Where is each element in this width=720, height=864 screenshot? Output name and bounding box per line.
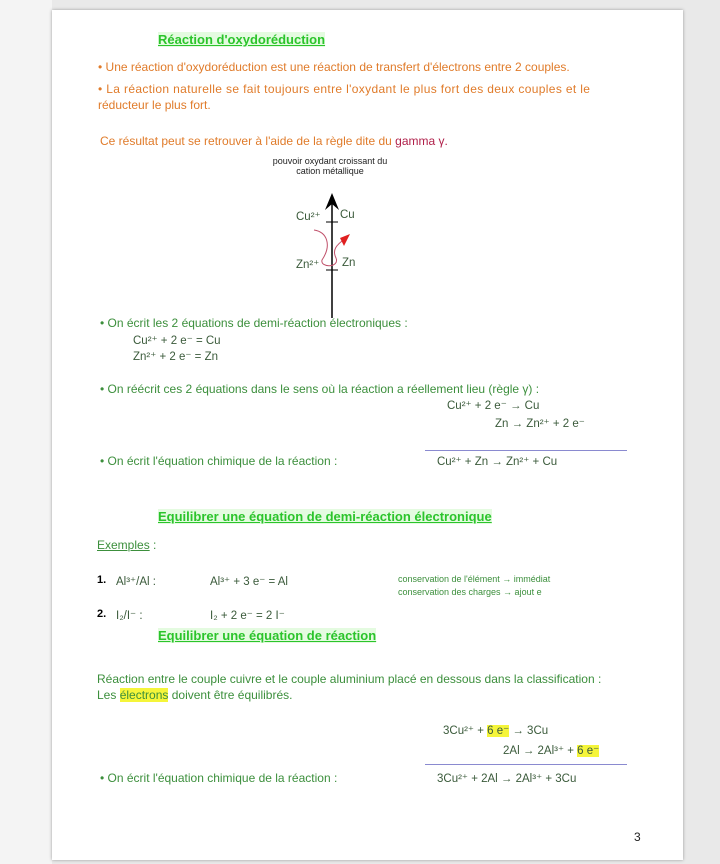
note-charge-conservation: conservation des charges → ajout e xyxy=(398,587,542,597)
bullet-definition: • Une réaction d'oxydoréduction est une réaction de transfert d'électrons entre 2 couples. xyxy=(98,60,570,74)
diagram-cu2plus: Cu²⁺ xyxy=(296,211,321,223)
rewrite-eq-zn: Zn → Zn²⁺ + 2 e⁻ xyxy=(495,418,585,430)
section-title-redox: Réaction d'oxydoréduction xyxy=(158,32,326,47)
sum-line-2 xyxy=(425,764,627,765)
reaction-description: Réaction entre le couple cuivre et le couple aluminium placé en dessous dans la classification : xyxy=(97,672,602,686)
note-element-conservation: conservation de l'élément → immédiat xyxy=(398,574,551,584)
total-equation-cu-al: 3Cu²⁺ + 2Al → 2Al³⁺ + 3Cu xyxy=(437,773,577,785)
total-equation-cu-zn: Cu²⁺ + Zn → Zn²⁺ + Cu xyxy=(437,456,558,468)
document-page xyxy=(52,10,683,860)
electrons-balance-text: Les électrons doivent être équilibrés. xyxy=(97,688,293,702)
example-1-couple: Al³⁺/Al : xyxy=(116,576,156,588)
diagram-axis-label: pouvoir oxydant croissant du xyxy=(272,156,388,166)
viewer-margin xyxy=(0,0,52,864)
half-reaction-intro: • On écrit les 2 équations de demi-réaction électroniques : xyxy=(100,316,408,330)
sum-line xyxy=(425,450,627,451)
diagram-cu: Cu xyxy=(340,209,355,221)
diagram-axis-label-2: cation métallique xyxy=(296,166,364,176)
bullet-natural-reaction-cont: réducteur le plus fort. xyxy=(98,98,211,112)
example-1-equation: Al³⁺ + 3 e⁻ = Al xyxy=(210,576,288,588)
examples-heading: Exemples : xyxy=(97,538,157,552)
bullet-natural-reaction: • La réaction naturelle se fait toujours entre l'oxydant le plus fort des deux couples et le xyxy=(98,82,591,96)
equation-label: • On écrit l'équation chimique de la réaction : xyxy=(100,454,338,468)
section-title-reaction-balance: Equilibrer une équation de réaction xyxy=(158,628,377,643)
equation-label-2: • On écrit l'équation chimique de la réaction : xyxy=(100,771,338,785)
page-number: 3 xyxy=(634,830,641,844)
al-eq-al: 2Al → 2Al³⁺ + 6 e⁻ xyxy=(503,745,600,757)
diagram-zn: Zn xyxy=(342,257,356,269)
example-2-number: 2. xyxy=(97,608,107,620)
gamma-rule-text: Ce résultat peut se retrouver à l'aide de la règle dite du gamma γ. xyxy=(100,134,448,148)
diagram-zn2plus: Zn²⁺ xyxy=(296,259,320,271)
rewrite-eq-cu: Cu²⁺ + 2 e⁻ → Cu xyxy=(447,400,540,412)
example-1-number: 1. xyxy=(97,574,107,586)
half-eq-zn: Zn²⁺ + 2 e⁻ = Zn xyxy=(133,351,219,363)
example-2-couple: I₂/I⁻ : xyxy=(116,610,143,622)
half-eq-cu: Cu²⁺ + 2 e⁻ = Cu xyxy=(133,335,221,347)
section-title-half-balance: Equilibrer une équation de demi-réaction électronique xyxy=(158,509,492,524)
al-eq-cu: 3Cu²⁺ + 6 e⁻ → 3Cu xyxy=(443,725,549,737)
example-2-equation: I₂ + 2 e⁻ = 2 I⁻ xyxy=(210,610,285,622)
rewrite-intro: • On réécrit ces 2 équations dans le sens où la réaction a réellement lieu (règle γ) : xyxy=(100,382,540,396)
